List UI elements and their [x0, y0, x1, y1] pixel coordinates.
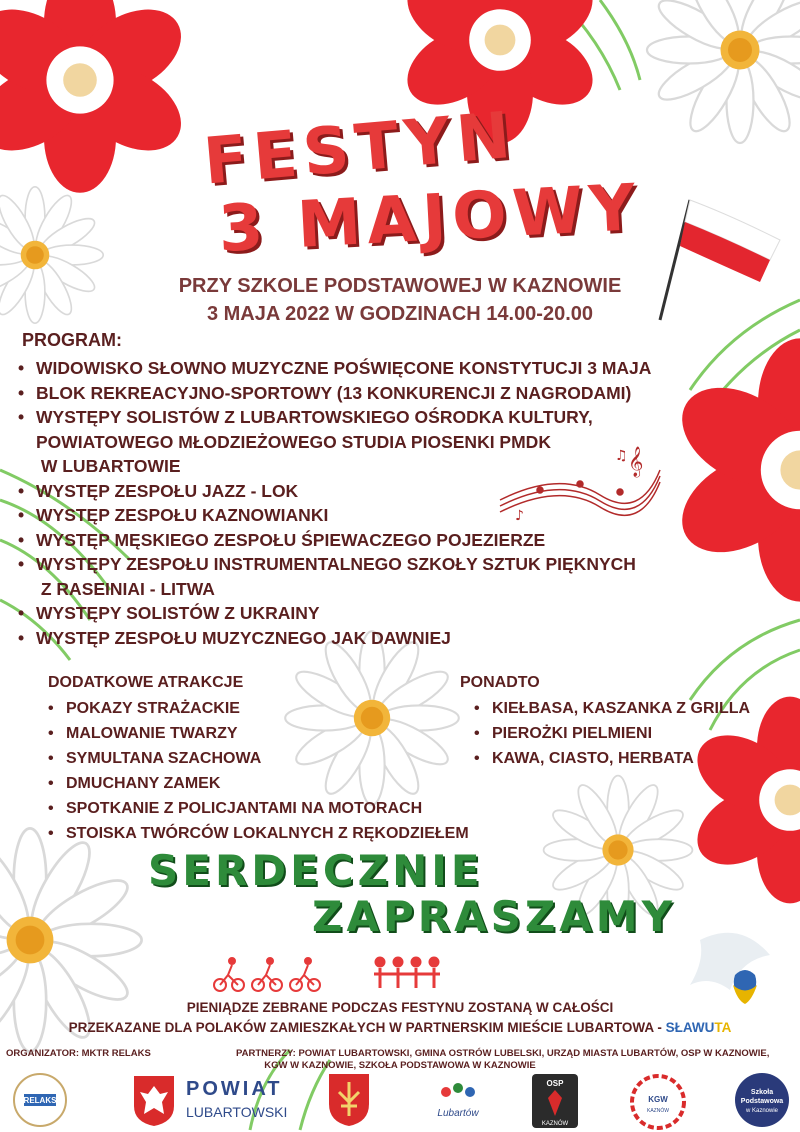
list-item: • SPOTKANIE Z POLICJANTAMI NA MOTORACH	[48, 796, 469, 821]
relaks-logo	[12, 1072, 68, 1128]
svg-text:♫: ♫	[615, 448, 628, 464]
school-logo	[734, 1072, 790, 1128]
eagle-shield-icon	[130, 1072, 178, 1128]
list-item: Z RASEINIAI - LITWA	[36, 578, 215, 599]
gmina-crest-icon	[327, 1072, 371, 1128]
kgw-logo-top: KGW	[648, 1095, 668, 1104]
besides-heading: PONADTO	[460, 674, 540, 691]
list-item: W LUBARTOWIE	[36, 456, 181, 476]
list-item: • WYSTĘPY ZESPOŁU INSTRUMENTALNEGO SZKOŁY SZTUK PIĘKNYCH	[18, 552, 738, 577]
partners-text-line-2: KGW W KAZNOWIE, SZKOŁA PODSTAWOWA W KAZNOWIE	[264, 1060, 536, 1071]
program-list	[18, 356, 738, 650]
people-icon	[374, 958, 440, 988]
invite-line-1: SERDECZNIE	[148, 846, 484, 895]
svg-text:♪: ♪	[515, 508, 524, 524]
lubartow-logo-text: Lubartów	[437, 1108, 479, 1119]
subtitle-date: 3 MAJA 2022 W GODZINACH 14.00-20.00	[206, 303, 594, 325]
list-item: • MALOWANIE TWARZY	[48, 721, 469, 746]
school-logo-line-1: Szkoła	[750, 1089, 774, 1096]
partners-text-line-1: PARTNERZY: POWIAT LUBARTOWSKI, GMINA OSTRÓW LUBELSKI, URZĄD MIASTA LUBARTÓW, OSP W KAZNOWIE,	[236, 1048, 770, 1059]
cyclists-icon	[214, 958, 320, 991]
title-line-1: FESTYN	[200, 98, 520, 200]
charity-note-line-1: PIENIĄDZE ZEBRANE PODCZAS FESTYNU ZOSTANĄ W CAŁOŚCI	[186, 1000, 614, 1015]
osp-logo	[530, 1072, 580, 1130]
extras-heading: DODATKOWE ATRAKCJE	[48, 674, 244, 691]
list-item: • WYSTĘP ZESPOŁU MUZYCZNEGO JAK DAWNIEJ	[18, 626, 738, 651]
kgw-logo	[628, 1072, 688, 1132]
subtitle-location: PRZY SZKOLE PODSTAWOWEJ W KAZNOWIE	[178, 275, 622, 297]
invite-line-2: ZAPRASZAMY	[312, 892, 677, 941]
charity-note-line-2	[0, 1020, 800, 1035]
school-logo-line-3: w Kaznowie	[745, 1108, 779, 1114]
list-item: • KIEŁBASA, KASZANKA Z GRILLA	[474, 696, 750, 721]
list-item: • SYMULTANA SZACHOWA	[48, 746, 469, 771]
program-heading: PROGRAM:	[22, 330, 122, 350]
svg-text:𝄞: 𝄞	[628, 447, 644, 477]
besides-list	[474, 696, 750, 771]
lubartow-logo	[428, 1072, 488, 1128]
charity-note-text: PRZEKAZANE DLA POLAKÓW ZAMIESZKAŁYCH W PARTNERSKIM MIEŚCIE LUBARTOWA -	[68, 1020, 666, 1035]
powiat-logo-top: POWIAT	[186, 1078, 283, 1100]
list-item: POWIATOWEGO MŁODZIEŻOWEGO STUDIA PIOSENKI PMDK	[36, 431, 551, 452]
powiat-logo	[130, 1072, 300, 1128]
organizer-text: ORGANIZATOR: MKTR RELAKS	[6, 1048, 151, 1059]
powiat-logo-bottom: LUBARTOWSKI	[186, 1104, 288, 1120]
title-line-2: 3 MAJOWY	[216, 170, 644, 268]
kgw-logo-bottom: KAZNÓW	[647, 1108, 669, 1114]
list-item: • WYSTĘPY SOLISTÓW Z UKRAINY	[18, 601, 738, 626]
list-item: • PIEROŻKI PIELMIENI	[474, 721, 750, 746]
list-item: • WYSTĘP ZESPOŁU KAZNOWIANKI	[18, 503, 738, 528]
relaks-logo-text: RELAKS	[23, 1096, 57, 1105]
dove-icon	[690, 933, 770, 1004]
list-item: • WIDOWISKO SŁOWNO MUZYCZNE POŚWIĘCONE KONSTYTUCJI 3 MAJA	[18, 356, 738, 381]
list-item: • WYSTĘP ZESPOŁU JAZZ - LOK	[18, 479, 738, 504]
list-item: • BLOK REKREACYJNO-SPORTOWY (13 KONKURENCJI Z NAGRODAMI)	[18, 381, 738, 406]
osp-logo-top: OSP	[546, 1079, 564, 1088]
city-name-yellow: TA	[714, 1020, 732, 1035]
list-item: • DMUCHANY ZAMEK	[48, 771, 469, 796]
list-item: • KAWA, CIASTO, HERBATA	[474, 746, 750, 771]
school-logo-line-2: Podstawowa	[740, 1098, 784, 1105]
osp-logo-bottom: KAZNÓW	[541, 1121, 569, 1127]
list-item: • STOISKA TWÓRCÓW LOKALNYCH Z RĘKODZIEŁEM	[48, 821, 469, 846]
extras-list	[48, 696, 469, 846]
city-name-blue: SŁAWU	[665, 1020, 715, 1035]
list-item: • WYSTĘP MĘSKIEGO ZESPOŁU ŚPIEWACZEGO POJEZIERZE	[18, 528, 738, 553]
list-item: • WYSTĘPY SOLISTÓW Z LUBARTOWSKIEGO OŚRODKA KULTURY,	[18, 405, 738, 430]
list-item: • POKAZY STRAŻACKIE	[48, 696, 469, 721]
